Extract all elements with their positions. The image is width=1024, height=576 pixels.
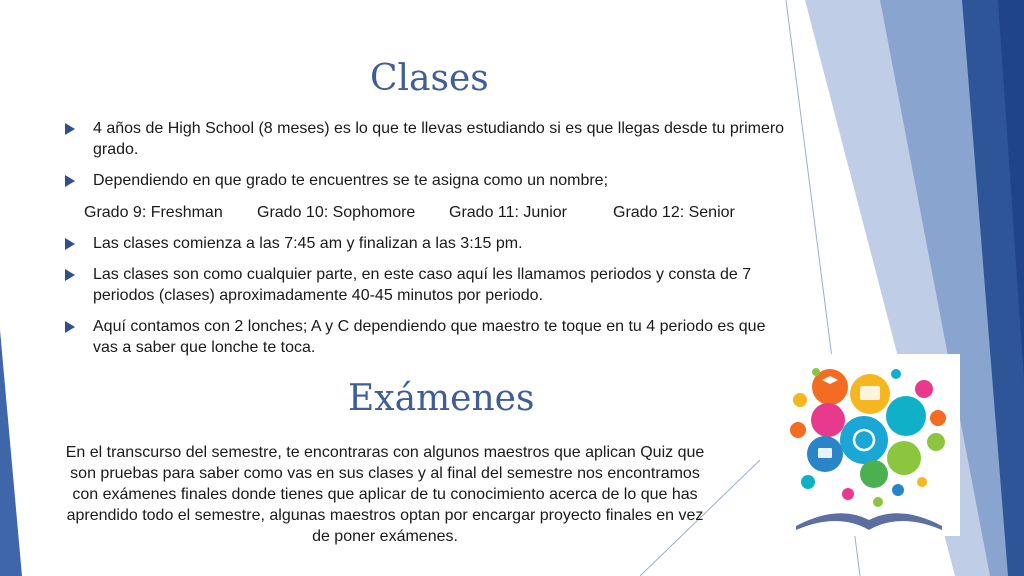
bullet-item [64,118,794,160]
grade-9-label: Grado 9: Freshman [84,204,223,221]
grade-11-label: Grado 11: Junior [449,204,567,221]
bullet-arrow-icon [65,269,75,281]
examenes-title: Exámenes [348,378,535,419]
bullet-item [64,170,794,191]
bullet-item [64,264,794,306]
grade-12-label: Grado 12: Senior [613,204,735,221]
bullet-text: Dependiendo en que grado te encuentres se te asigna como un nombre; [93,172,609,189]
bullet-arrow-icon [65,175,75,187]
bullet-arrow-icon [65,238,75,250]
left-accent-shape [0,330,22,576]
education-illustration [778,354,960,536]
science-bubbles-icon [778,354,960,536]
grade-10-label: Grado 10: Sophomore [257,204,416,221]
bullet-text: Las clases son como cualquier parte, en este caso aquí les llamamos periodos y consta de 7 periodos (clases) aproximadamente 40-45 minutos por periodo. [93,266,752,304]
clases-title: Clases [370,58,489,99]
bullet-arrow-icon [65,321,75,333]
clases-bullet-list [64,118,794,368]
examenes-paragraph: En el transcurso del semestre, te encontraras con algunos maestros que aplican Quiz que son pruebas para saber como vas en sus clases y al final del semestre nos encontramos con exámenes finales donde tienes que aplicar de tu conocimiento acerca de lo que has aprendido todo el semestre, algunas maestros optan por encargar proyecto finales en vez de poner exámenes. [65,444,705,545]
bullet-text: Las clases comienza a las 7:45 am y finalizan a las 3:15 pm. [93,235,523,252]
bullet-arrow-icon [65,123,75,135]
bullet-item [64,233,794,254]
bullet-text: Aquí contamos con 2 lonches; A y C dependiendo que maestro te toque en tu 4 periodo es que vas a saber que lonche te toca. [93,318,766,356]
bullet-text: 4 años de High School (8 meses) es lo que te llevas estudiando si es que llegas desde tu primero grado. [93,120,785,158]
bullet-item [64,316,794,358]
